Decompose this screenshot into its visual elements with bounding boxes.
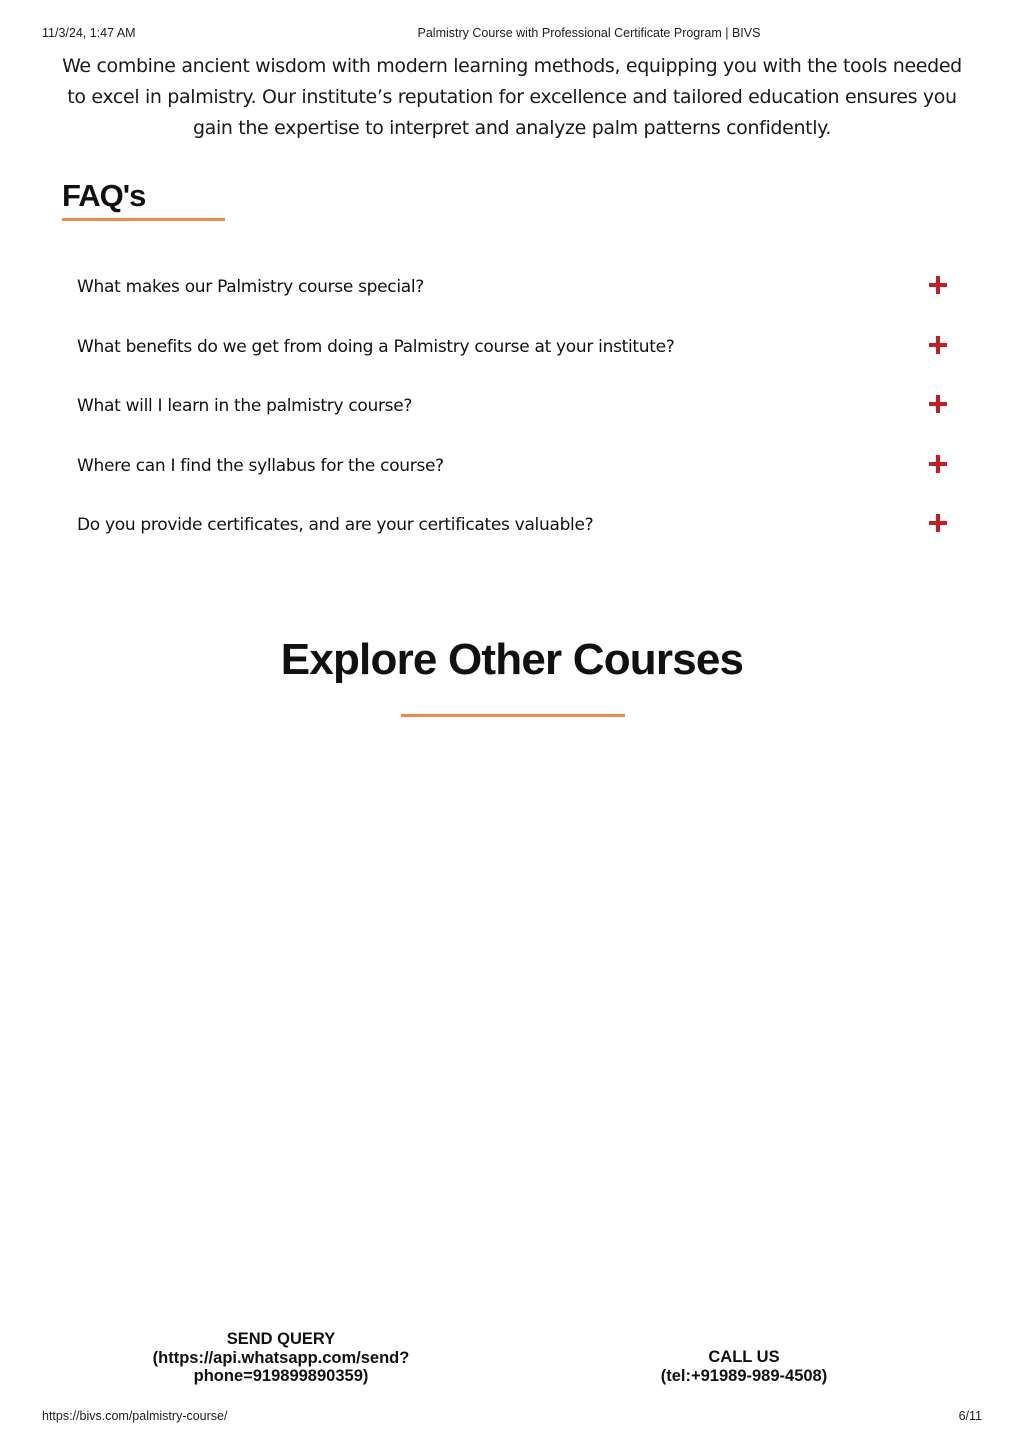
send-query-label[interactable]: SEND QUERY <box>226 1330 336 1348</box>
call-us-tel[interactable]: (tel:+91989-989-4508) <box>660 1366 828 1385</box>
send-query-url-line2[interactable]: phone=919899890359) <box>193 1367 369 1385</box>
plus-icon[interactable] <box>928 394 948 414</box>
plus-icon[interactable] <box>928 513 948 533</box>
call-us-link[interactable] <box>624 1348 864 1385</box>
faq-item[interactable] <box>77 386 951 446</box>
faq-question[interactable]: What benefits do we get from doing a Palmistry course at your institute? <box>77 336 675 357</box>
explore-heading-underline <box>401 714 625 717</box>
faq-question[interactable]: What will I learn in the palmistry course? <box>77 396 413 416</box>
send-query-link[interactable] <box>140 1330 422 1386</box>
intro-paragraph: We combine ancient wisdom with modern learning methods, equipping you with the tools needed to excel in palmistry. Our institute’s reputation for excellence and tailored education ensures you gain the expertise to interpret and analyze palm patterns confidently. <box>62 55 962 139</box>
print-page-title: Palmistry Course with Professional Certificate Program | BIVS <box>417 26 761 40</box>
faq-item[interactable] <box>77 267 951 327</box>
faq-item[interactable] <box>77 327 951 387</box>
faq-question[interactable]: What makes our Palmistry course special? <box>77 277 425 297</box>
faq-heading-underline <box>62 218 225 221</box>
print-footer <box>0 1409 1024 1425</box>
explore-courses-heading: Explore Other Courses <box>280 635 744 684</box>
faq-question[interactable]: Do you provide certificates, and are your certificates valuable? <box>77 515 594 535</box>
print-page-number: 6/11 <box>958 1409 982 1423</box>
faq-heading: FAQ's <box>62 178 146 213</box>
faq-list <box>77 267 951 565</box>
faq-item[interactable] <box>77 446 951 506</box>
print-page-url: https://bivs.com/palmistry-course/ <box>42 1409 228 1423</box>
print-header <box>0 26 1024 42</box>
print-datetime: 11/3/24, 1:47 AM <box>42 26 136 40</box>
plus-icon[interactable] <box>928 275 948 295</box>
faq-item[interactable] <box>77 505 951 565</box>
call-us-label[interactable]: CALL US <box>708 1348 780 1366</box>
plus-icon[interactable] <box>928 454 948 474</box>
plus-icon[interactable] <box>928 335 948 355</box>
send-query-url-line1[interactable]: (https://api.whatsapp.com/send? <box>152 1348 410 1367</box>
faq-question[interactable]: Where can I find the syllabus for the course? <box>77 455 444 476</box>
courses-carousel-area <box>62 730 962 1310</box>
